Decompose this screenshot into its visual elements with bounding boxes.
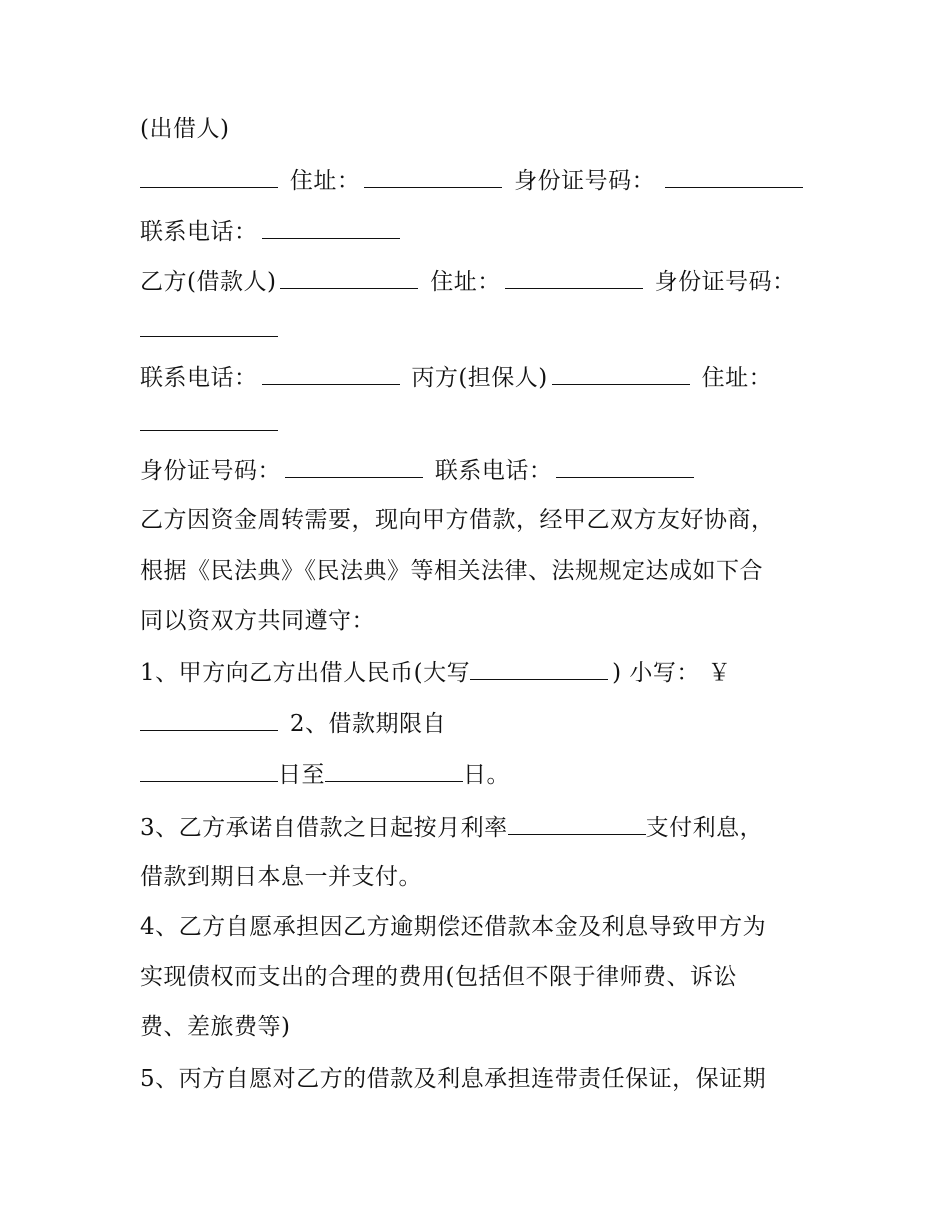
amount-lowercase-label: ) 小写： ￥ — [612, 660, 732, 686]
guarantor-address-blank[interactable] — [140, 408, 278, 431]
clause-3-text: 3、乙方承诺自借款之日起按月利率 — [140, 815, 508, 841]
clause-4-line-1 — [140, 912, 890, 942]
lender-name-blank[interactable] — [140, 165, 278, 188]
loan-term-line — [140, 759, 890, 790]
amount-lowercase-blank[interactable] — [140, 708, 278, 731]
phone-label: 联系电话： — [434, 458, 553, 484]
id-number-label: 身份证号码： — [140, 458, 281, 484]
borrower-address-blank[interactable] — [505, 266, 643, 289]
preamble-text: 同以资双方共同遵守： — [140, 608, 375, 634]
preamble-line-2 — [140, 556, 890, 586]
lender-label: (出借人) — [140, 116, 230, 142]
date-end-text: 日。 — [463, 762, 510, 788]
clause-1-text: 1、甲方向乙方出借人民币(大写 — [140, 660, 471, 686]
date-to-text: 日至 — [278, 762, 325, 788]
guarantor-id-blank[interactable] — [285, 455, 423, 478]
term-end-blank[interactable] — [325, 759, 463, 782]
id-number-label: 身份证号码： — [514, 168, 656, 194]
preamble-text: 乙方因资金周转需要，现向甲方借款，经甲乙双方友好协商， — [140, 507, 775, 533]
borrower-phone-blank[interactable] — [262, 362, 400, 385]
lender-phone-blank[interactable] — [262, 216, 400, 239]
preamble-text: 根据《民法典》《民法典》等相关法律、法规规定达成如下合 — [140, 558, 763, 584]
borrower-phone-guarantor-line — [140, 362, 890, 393]
borrower-label: 乙方(借款人) — [140, 269, 277, 295]
borrower-info-line — [140, 266, 890, 297]
lender-phone-line — [140, 216, 890, 247]
guarantor-phone-blank[interactable] — [556, 455, 694, 478]
clause-2-text: 2、借款期限自 — [289, 711, 446, 737]
clause-4-text: 费、差旅费等) — [140, 1014, 291, 1040]
clause-4-text: 4、乙方自愿承担因乙方逾期偿还借款本金及利息导致甲方为 — [140, 914, 767, 940]
clause-4-text: 实现债权而支出的合理的费用(包括但不限于律师费、诉讼 — [140, 964, 737, 990]
phone-label: 联系电话： — [140, 219, 258, 245]
clause-2-line — [140, 708, 890, 739]
clause-1-line — [140, 657, 890, 688]
lender-heading — [140, 114, 890, 144]
borrower-id-blank[interactable] — [140, 314, 278, 337]
clause-4-line-2 — [140, 962, 890, 992]
guarantor-label: 丙方(担保人) — [411, 365, 548, 391]
preamble-line-3 — [140, 606, 890, 636]
address-label: 住址： — [430, 269, 501, 295]
address-label: 住址： — [701, 365, 773, 391]
clause-5-line — [140, 1064, 890, 1094]
preamble-line-1 — [140, 505, 890, 535]
lender-id-blank[interactable] — [665, 165, 803, 188]
clause-3-cont-text: 借款到期日本息一并支付。 — [140, 864, 422, 890]
guarantor-address-line — [140, 408, 890, 439]
guarantor-name-blank[interactable] — [552, 362, 690, 385]
clause-3-suffix: 支付利息， — [645, 815, 764, 841]
amount-uppercase-blank[interactable] — [470, 657, 608, 680]
borrower-name-blank[interactable] — [280, 266, 418, 289]
address-label: 住址： — [289, 168, 361, 194]
clause-5-text: 5、丙方自愿对乙方的借款及利息承担连带责任保证，保证期 — [140, 1066, 767, 1092]
clause-4-line-3 — [140, 1012, 890, 1042]
clause-3-cont-line — [140, 862, 890, 892]
guarantor-id-phone-line — [140, 455, 890, 486]
term-start-blank[interactable] — [140, 759, 278, 782]
clause-3-line — [140, 812, 890, 843]
phone-label: 联系电话： — [140, 365, 258, 391]
lender-info-line — [140, 165, 890, 196]
id-number-label: 身份证号码： — [654, 269, 796, 295]
lender-address-blank[interactable] — [364, 165, 502, 188]
interest-rate-blank[interactable] — [508, 812, 646, 835]
borrower-id-line — [140, 314, 890, 345]
